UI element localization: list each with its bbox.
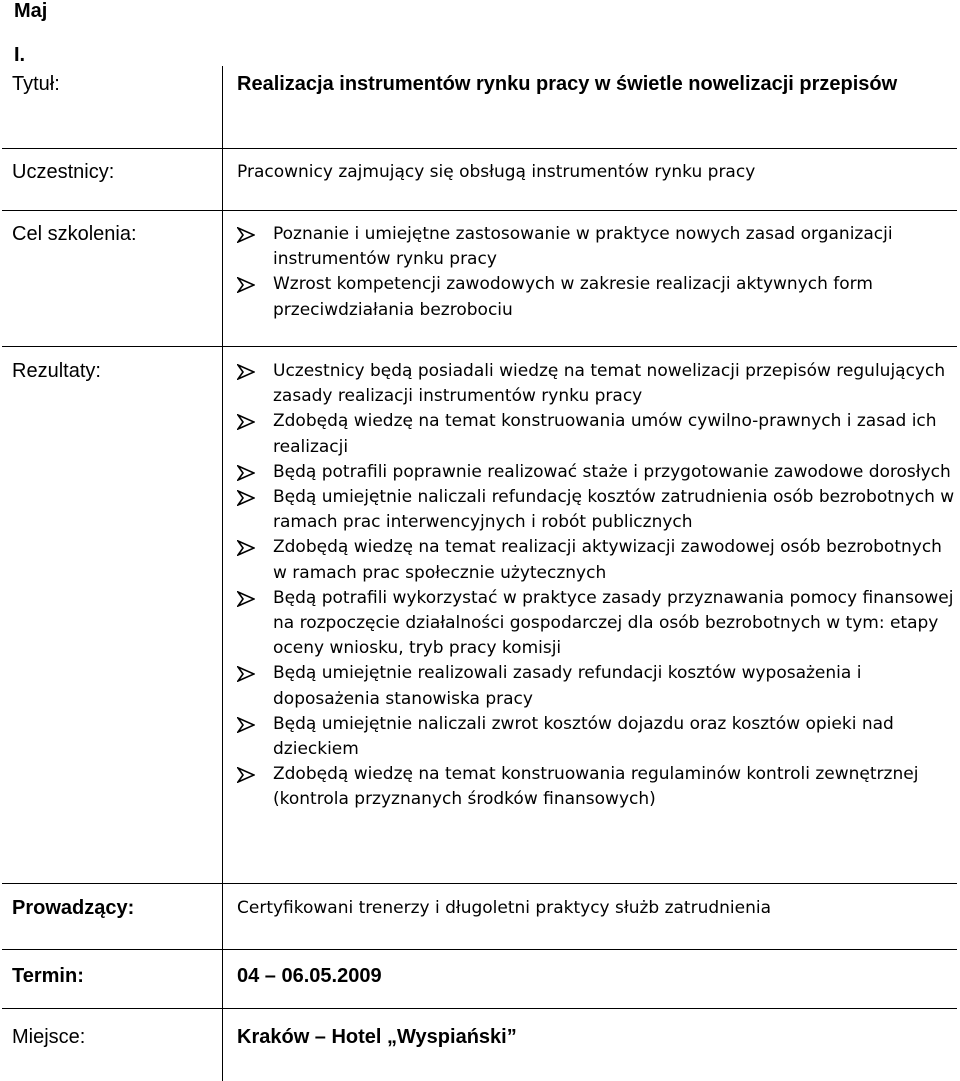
place-label: Miejsce: <box>2 1009 223 1081</box>
title-label: Tytuł: <box>2 66 223 149</box>
arrowhead-bullet-icon <box>237 540 255 556</box>
date-value: 04 – 06.05.2009 <box>237 964 957 989</box>
goal-row <box>2 211 957 347</box>
training-title: Realizacja instrumentów rynku pracy w świetle nowelizacji przepisów <box>237 72 957 97</box>
list-item-text: Będą umiejętnie naliczali zwrot kosztów dojazdu oraz kosztów opieki nad dzieckiem <box>273 714 894 759</box>
list-item-text: Będą umiejętnie naliczali refundację kosztów zatrudnienia osób bezrobotnych w ramach prac interwencyjnych i robót publicznych <box>273 487 954 532</box>
list-item <box>237 460 957 485</box>
title-row <box>2 66 957 149</box>
list-item-text: Poznanie i umiejętne zastosowanie w praktyce nowych zasad organizacji instrumentów rynku pracy <box>273 224 893 269</box>
place-value-cell <box>223 1009 958 1081</box>
list-item <box>237 535 957 585</box>
date-label: Termin: <box>2 950 223 1009</box>
list-item <box>237 272 957 322</box>
list-item-text: Zdobędą wiedzę na temat realizacji aktywizacji zawodowej osób bezrobotnych w ramach prac społecznie użytecznych <box>273 537 942 582</box>
trainer-row <box>2 884 957 950</box>
results-value-cell <box>223 347 958 884</box>
list-item <box>237 359 957 409</box>
participants-label: Uczestnicy: <box>2 149 223 211</box>
section-number: I. <box>14 44 25 66</box>
place-row <box>2 1009 957 1081</box>
arrowhead-bullet-icon <box>237 465 255 481</box>
arrowhead-bullet-icon <box>237 364 255 380</box>
list-item-text: Wzrost kompetencji zawodowych w zakresie realizacji aktywnych form przeciwdziałania bezrobociu <box>273 274 873 319</box>
arrowhead-bullet-icon <box>237 591 255 607</box>
month-heading: Maj <box>14 0 47 22</box>
list-item-text: Uczestnicy będą posiadali wiedzę na temat nowelizacji przepisów regulujących zasady realizacji instrumentów rynku pracy <box>273 361 945 406</box>
list-item-text: Zdobędą wiedzę na temat konstruowania regulaminów kontroli zewnętrznej (kontrola przyznanych środków finansowych) <box>273 764 918 809</box>
participants-row <box>2 149 957 211</box>
arrowhead-bullet-icon <box>237 414 255 430</box>
results-row <box>2 347 957 884</box>
trainer-value: Certyfikowani trenerzy i długoletni praktycy służb zatrudnienia <box>223 884 958 950</box>
list-item <box>237 586 957 662</box>
date-row <box>2 950 957 1009</box>
place-value: Kraków – Hotel „Wyspiański” <box>237 1025 957 1050</box>
training-info-table <box>2 66 957 1081</box>
trainer-label: Prowadzący: <box>2 884 223 950</box>
list-item-text: Będą umiejętnie realizowali zasady refundacji kosztów wyposażenia i doposażenia stanowiska pracy <box>273 663 861 708</box>
title-value-cell <box>223 66 958 149</box>
list-item <box>237 485 957 535</box>
arrowhead-bullet-icon <box>237 767 255 783</box>
goal-list <box>237 222 957 323</box>
arrowhead-bullet-icon <box>237 717 255 733</box>
goal-value-cell <box>223 211 958 347</box>
results-label: Rezultaty: <box>2 347 223 884</box>
goal-label: Cel szkolenia: <box>2 211 223 347</box>
participants-value: Pracownicy zajmujący się obsługą instrumentów rynku pracy <box>223 149 958 211</box>
list-item-text: Będą potrafili poprawnie realizować staże i przygotowanie zawodowe dorosłych <box>273 462 951 482</box>
list-item <box>237 762 957 812</box>
list-item-text: Zdobędą wiedzę na temat konstruowania umów cywilno-prawnych i zasad ich realizacji <box>273 411 937 456</box>
list-item <box>237 661 957 711</box>
arrowhead-bullet-icon <box>237 277 255 293</box>
list-item-text: Będą potrafili wykorzystać w praktyce zasady przyznawania pomocy finansowej na rozpoczęcie działalności gospodarczej dla osób bezrobotnych w tym: etapy oceny wniosku, tryb pracy komisji <box>273 588 953 658</box>
date-value-cell <box>223 950 958 1009</box>
arrowhead-bullet-icon <box>237 490 255 506</box>
results-list <box>237 359 957 813</box>
list-item <box>237 409 957 459</box>
arrowhead-bullet-icon <box>237 227 255 243</box>
list-item <box>237 222 957 272</box>
list-item <box>237 712 957 762</box>
arrowhead-bullet-icon <box>237 666 255 682</box>
